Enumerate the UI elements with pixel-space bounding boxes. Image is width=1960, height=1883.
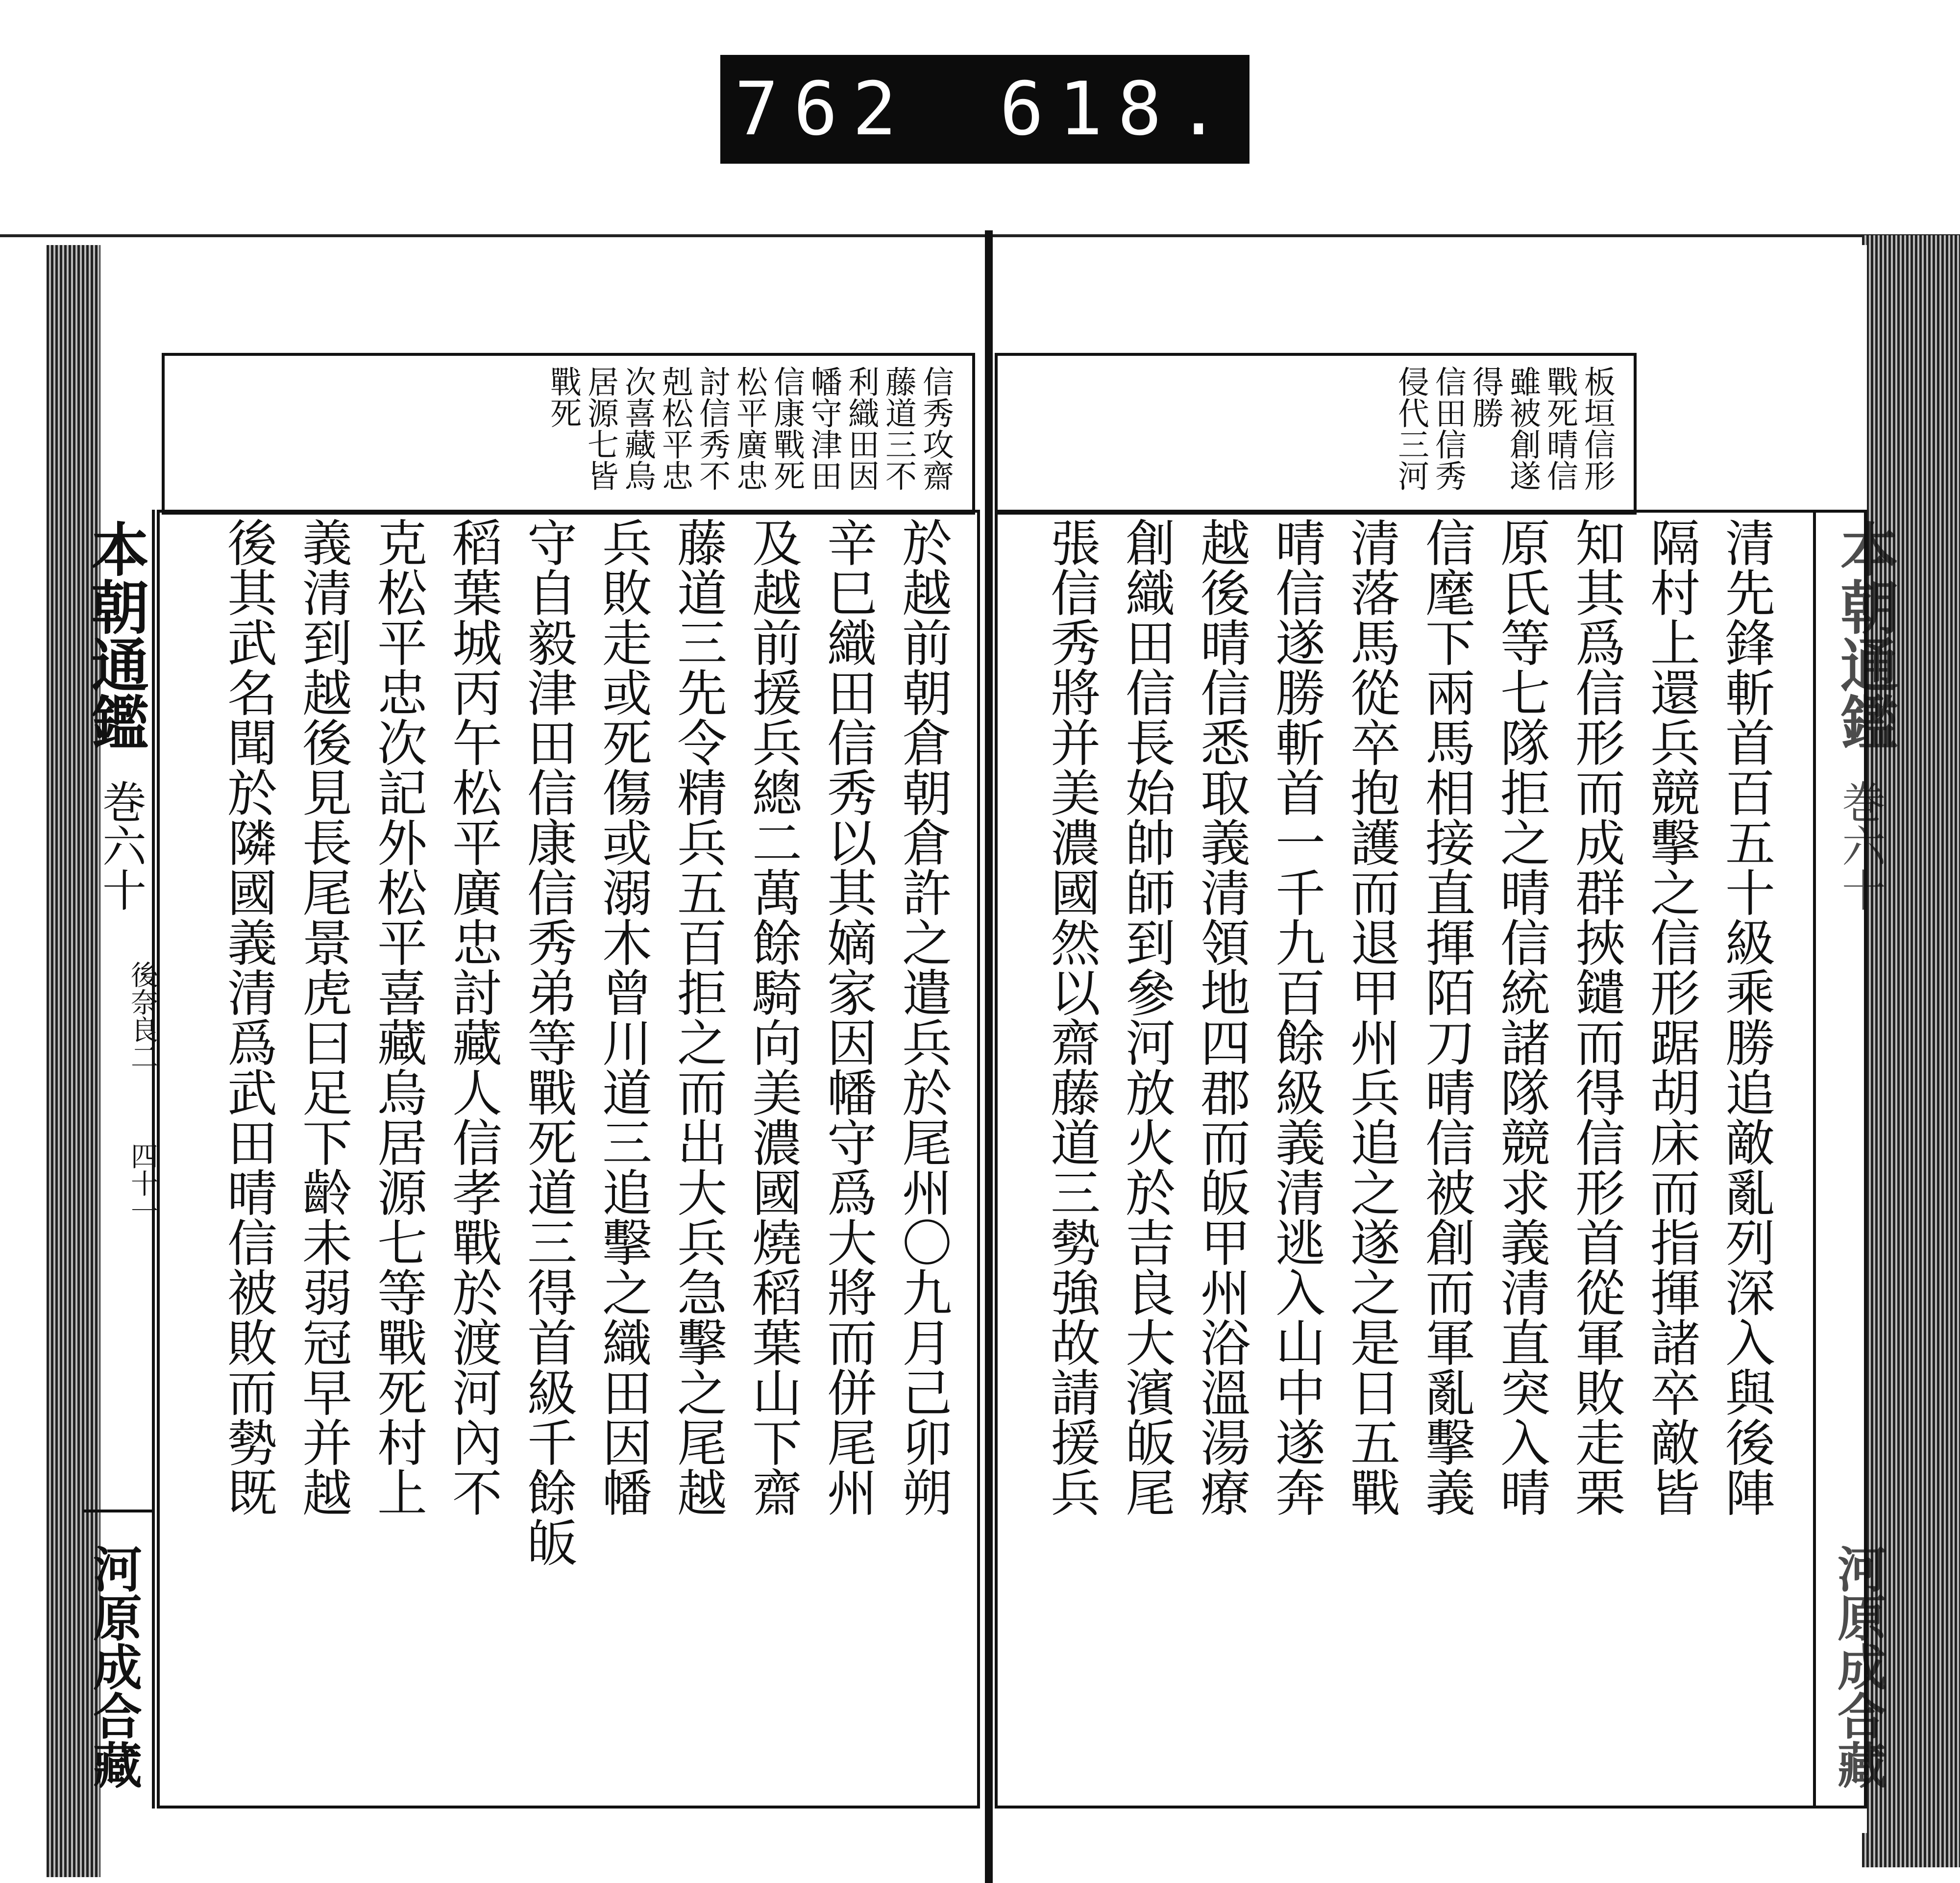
left-main-text: [186, 517, 960, 1801]
text-column: 晴信遂勝斬首一千九百餘級義清逃入山中遂奔: [1267, 517, 1325, 1517]
note-line: 利織田因: [843, 366, 879, 491]
note-line: 松平廣忠: [731, 366, 767, 491]
note-line: 幡守津田: [806, 366, 842, 491]
left-page: [81, 245, 980, 1833]
note-line: 次喜藏烏: [619, 366, 656, 491]
folio-number: 四十一: [126, 1142, 158, 1224]
text-column: 張信秀將并美濃國然以齋藤道三勢強故請援兵: [1042, 517, 1101, 1517]
note-line: 戰死: [545, 366, 581, 428]
text-column: 信麾下兩馬相接直揮陌刀晴信被創而軍亂擊義: [1417, 517, 1475, 1517]
text-column: 兵敗走或死傷或溺木曾川道三追擊之織田因幡: [594, 517, 652, 1517]
margin-divider: [83, 1510, 152, 1512]
publisher-mark: 河原成合藏: [85, 1544, 143, 1789]
note-group-1: [1468, 366, 1614, 502]
publisher-mark: 河原成合藏: [1829, 1544, 1887, 1789]
note-line: 信田信秀: [1430, 366, 1466, 491]
text-column: 越後晴信悉取義清領地四郡而皈甲州浴溫湯療: [1192, 517, 1250, 1517]
book-title: 本朝通鑑: [1831, 520, 1899, 751]
spine: [985, 230, 993, 1883]
text-column: 克松平忠次記外松平喜藏烏居源七等戰死村上: [369, 517, 427, 1517]
right-notes-box: [995, 353, 1637, 515]
text-column: 創織田信長始帥師到參河放火於吉良大濱皈尾: [1117, 517, 1176, 1517]
text-column: 清落馬從卒抱護而退甲州兵追之遂之是日五戰: [1342, 517, 1400, 1517]
note-line: 板垣信形: [1579, 366, 1615, 491]
text-column: 及越前援兵總二萬餘騎向美濃國燒稻葉山下齋: [744, 517, 802, 1517]
volume-number: 巻六十: [95, 779, 146, 912]
note-line: 得勝: [1467, 366, 1503, 428]
top-rule: [0, 234, 1960, 237]
right-margin-rule: [1813, 510, 1816, 1809]
volume-number: 巻六十: [1834, 779, 1886, 912]
note-line: 信秀攻齋: [917, 366, 954, 491]
note-group-2: [546, 366, 766, 502]
reign-label: 後奈良二: [126, 961, 158, 1070]
text-column: 原氏等七隊拒之晴信統諸隊競求義清直突入晴: [1492, 517, 1550, 1517]
right-page: [995, 245, 1899, 1833]
text-column: 藤道三先令精兵五百拒之而出大兵急擊之尾越: [669, 517, 727, 1517]
note-line: 剋松平忠: [657, 366, 693, 491]
note-group-2: [1394, 366, 1465, 502]
note-line: 信康戰死: [768, 366, 805, 491]
book-title: 本朝通鑑: [81, 520, 149, 751]
note-line: 戰死晴信: [1542, 366, 1578, 491]
note-line: 藤道三不: [880, 366, 916, 491]
text-column: 清先鋒斬首百五十級乘勝追敵亂列深入與後陣: [1717, 517, 1775, 1517]
left-notes: [463, 366, 953, 502]
text-column: 守自毅津田信康信秀弟等戰死道三得首級千餘皈: [519, 517, 577, 1567]
right-notes: [1139, 366, 1614, 502]
catalog-number-label: 762 618.: [720, 55, 1250, 164]
note-line: 侵代三河: [1393, 366, 1429, 491]
note-line: 討信秀不: [694, 366, 730, 491]
text-column: 知其爲信形而成群挾鑓而得信形首從軍敗走栗: [1567, 517, 1625, 1517]
text-column: 義清到越後見長尾景虎曰足下齡未弱冠早并越: [294, 517, 352, 1517]
right-main-text: [1009, 517, 1784, 1801]
note-group-1: [769, 366, 953, 502]
note-line: 雖被創遂: [1504, 366, 1541, 491]
text-column: 後其武名聞於隣國義清爲武田晴信被敗而勢既: [219, 517, 277, 1517]
text-column: 稻葉城丙午松平廣忠討藏人信孝戰於渡河內不: [444, 517, 502, 1517]
text-column: 隔村上還兵競擊之信形踞胡床而指揮諸卒敵皆: [1642, 517, 1700, 1517]
text-column: 於越前朝倉朝倉許之遣兵於尾州〇九月己卯朔: [894, 517, 952, 1517]
note-line: 居源七皆: [582, 366, 618, 491]
left-notes-box: [162, 353, 975, 515]
text-column: 辛巳織田信秀以其嫡家因幡守爲大將而併尾州: [819, 517, 877, 1517]
